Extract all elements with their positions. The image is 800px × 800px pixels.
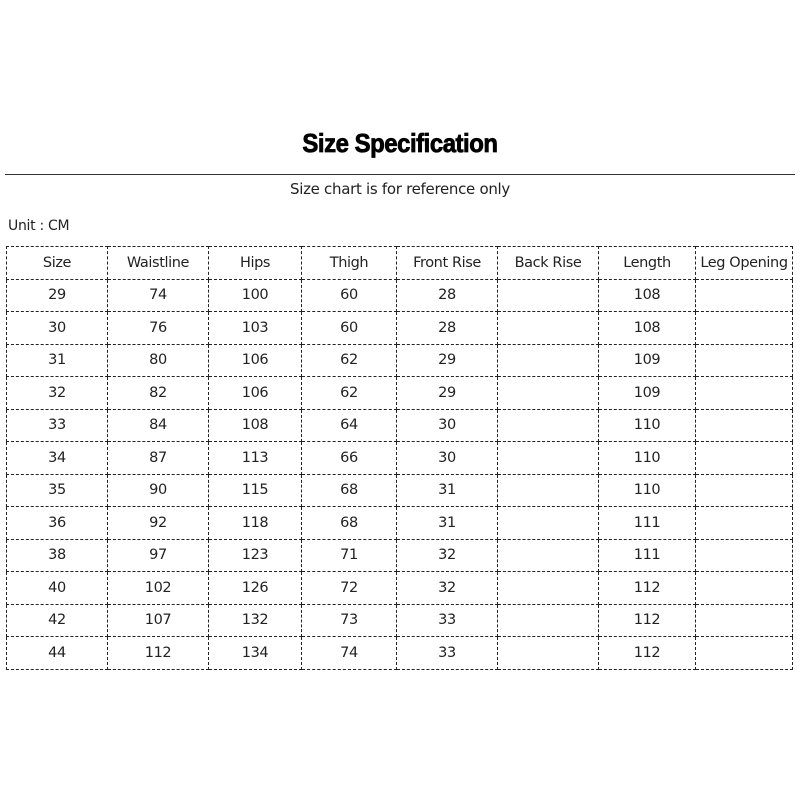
cell-leg-opening	[696, 312, 793, 345]
header-size: Size	[7, 247, 108, 280]
cell-thigh: 74	[302, 637, 397, 670]
cell-back-rise	[498, 377, 599, 410]
header-thigh: Thigh	[302, 247, 397, 280]
table-row	[7, 344, 793, 377]
table-row	[7, 507, 793, 540]
cell-thigh: 68	[302, 474, 397, 507]
cell-thigh: 60	[302, 312, 397, 345]
cell-hips: 123	[209, 539, 302, 572]
cell-thigh: 73	[302, 604, 397, 637]
cell-length: 110	[599, 409, 696, 442]
cell-front-rise: 33	[397, 604, 498, 637]
cell-front-rise: 28	[397, 279, 498, 312]
table-row	[7, 474, 793, 507]
cell-length: 110	[599, 442, 696, 475]
cell-waistline: 82	[108, 377, 209, 410]
cell-waistline: 97	[108, 539, 209, 572]
cell-hips: 106	[209, 344, 302, 377]
cell-hips: 132	[209, 604, 302, 637]
cell-leg-opening	[696, 604, 793, 637]
cell-leg-opening	[696, 344, 793, 377]
cell-hips: 118	[209, 507, 302, 540]
cell-size: 31	[7, 344, 108, 377]
cell-length: 111	[599, 539, 696, 572]
unit-label: Unit : CM	[8, 218, 70, 234]
table-body	[7, 279, 793, 669]
cell-thigh: 71	[302, 539, 397, 572]
cell-size: 42	[7, 604, 108, 637]
table-row	[7, 279, 793, 312]
table-row	[7, 637, 793, 670]
table-row	[7, 572, 793, 605]
cell-waistline: 90	[108, 474, 209, 507]
cell-hips: 115	[209, 474, 302, 507]
table-row	[7, 377, 793, 410]
cell-thigh: 64	[302, 409, 397, 442]
cell-back-rise	[498, 572, 599, 605]
cell-back-rise	[498, 539, 599, 572]
cell-length: 110	[599, 474, 696, 507]
cell-leg-opening	[696, 474, 793, 507]
cell-leg-opening	[696, 637, 793, 670]
table-header-row	[7, 247, 793, 280]
cell-length: 111	[599, 507, 696, 540]
cell-back-rise	[498, 507, 599, 540]
cell-thigh: 72	[302, 572, 397, 605]
cell-hips: 108	[209, 409, 302, 442]
cell-size: 32	[7, 377, 108, 410]
cell-leg-opening	[696, 377, 793, 410]
cell-waistline: 92	[108, 507, 209, 540]
header-length: Length	[599, 247, 696, 280]
cell-hips: 126	[209, 572, 302, 605]
cell-leg-opening	[696, 442, 793, 475]
cell-front-rise: 33	[397, 637, 498, 670]
cell-leg-opening	[696, 409, 793, 442]
cell-length: 108	[599, 312, 696, 345]
table-row	[7, 409, 793, 442]
cell-back-rise	[498, 344, 599, 377]
cell-size: 38	[7, 539, 108, 572]
header-back-rise: Back Rise	[498, 247, 599, 280]
cell-length: 112	[599, 604, 696, 637]
cell-waistline: 107	[108, 604, 209, 637]
cell-length: 109	[599, 377, 696, 410]
cell-size: 30	[7, 312, 108, 345]
cell-back-rise	[498, 279, 599, 312]
cell-waistline: 102	[108, 572, 209, 605]
cell-thigh: 66	[302, 442, 397, 475]
cell-front-rise: 32	[397, 539, 498, 572]
cell-waistline: 112	[108, 637, 209, 670]
cell-hips: 103	[209, 312, 302, 345]
cell-size: 40	[7, 572, 108, 605]
cell-length: 109	[599, 344, 696, 377]
cell-hips: 106	[209, 377, 302, 410]
cell-size: 35	[7, 474, 108, 507]
cell-thigh: 68	[302, 507, 397, 540]
subtitle: Size chart is for reference only	[290, 180, 510, 198]
page-title: Size Specification	[302, 128, 498, 158]
cell-front-rise: 28	[397, 312, 498, 345]
size-table	[6, 246, 793, 670]
cell-front-rise: 32	[397, 572, 498, 605]
title-divider	[5, 174, 795, 175]
cell-back-rise	[498, 604, 599, 637]
cell-hips: 113	[209, 442, 302, 475]
cell-hips: 100	[209, 279, 302, 312]
cell-size: 33	[7, 409, 108, 442]
cell-size: 44	[7, 637, 108, 670]
cell-back-rise	[498, 409, 599, 442]
cell-waistline: 80	[108, 344, 209, 377]
cell-front-rise: 29	[397, 344, 498, 377]
cell-front-rise: 30	[397, 442, 498, 475]
cell-size: 29	[7, 279, 108, 312]
cell-thigh: 62	[302, 377, 397, 410]
cell-front-rise: 29	[397, 377, 498, 410]
cell-hips: 134	[209, 637, 302, 670]
header-front-rise: Front Rise	[397, 247, 498, 280]
cell-waistline: 74	[108, 279, 209, 312]
table-row	[7, 442, 793, 475]
cell-leg-opening	[696, 279, 793, 312]
cell-front-rise: 31	[397, 507, 498, 540]
cell-waistline: 84	[108, 409, 209, 442]
cell-back-rise	[498, 312, 599, 345]
cell-leg-opening	[696, 539, 793, 572]
table-row	[7, 539, 793, 572]
header-hips: Hips	[209, 247, 302, 280]
cell-length: 112	[599, 572, 696, 605]
cell-waistline: 87	[108, 442, 209, 475]
cell-back-rise	[498, 442, 599, 475]
cell-leg-opening	[696, 572, 793, 605]
cell-back-rise	[498, 474, 599, 507]
cell-thigh: 62	[302, 344, 397, 377]
cell-length: 112	[599, 637, 696, 670]
cell-size: 34	[7, 442, 108, 475]
header-leg-opening: Leg Opening	[696, 247, 793, 280]
cell-front-rise: 31	[397, 474, 498, 507]
table-row	[7, 604, 793, 637]
table-row	[7, 312, 793, 345]
cell-length: 108	[599, 279, 696, 312]
header-waistline: Waistline	[108, 247, 209, 280]
cell-thigh: 60	[302, 279, 397, 312]
cell-back-rise	[498, 637, 599, 670]
cell-front-rise: 30	[397, 409, 498, 442]
cell-size: 36	[7, 507, 108, 540]
cell-leg-opening	[696, 507, 793, 540]
cell-waistline: 76	[108, 312, 209, 345]
